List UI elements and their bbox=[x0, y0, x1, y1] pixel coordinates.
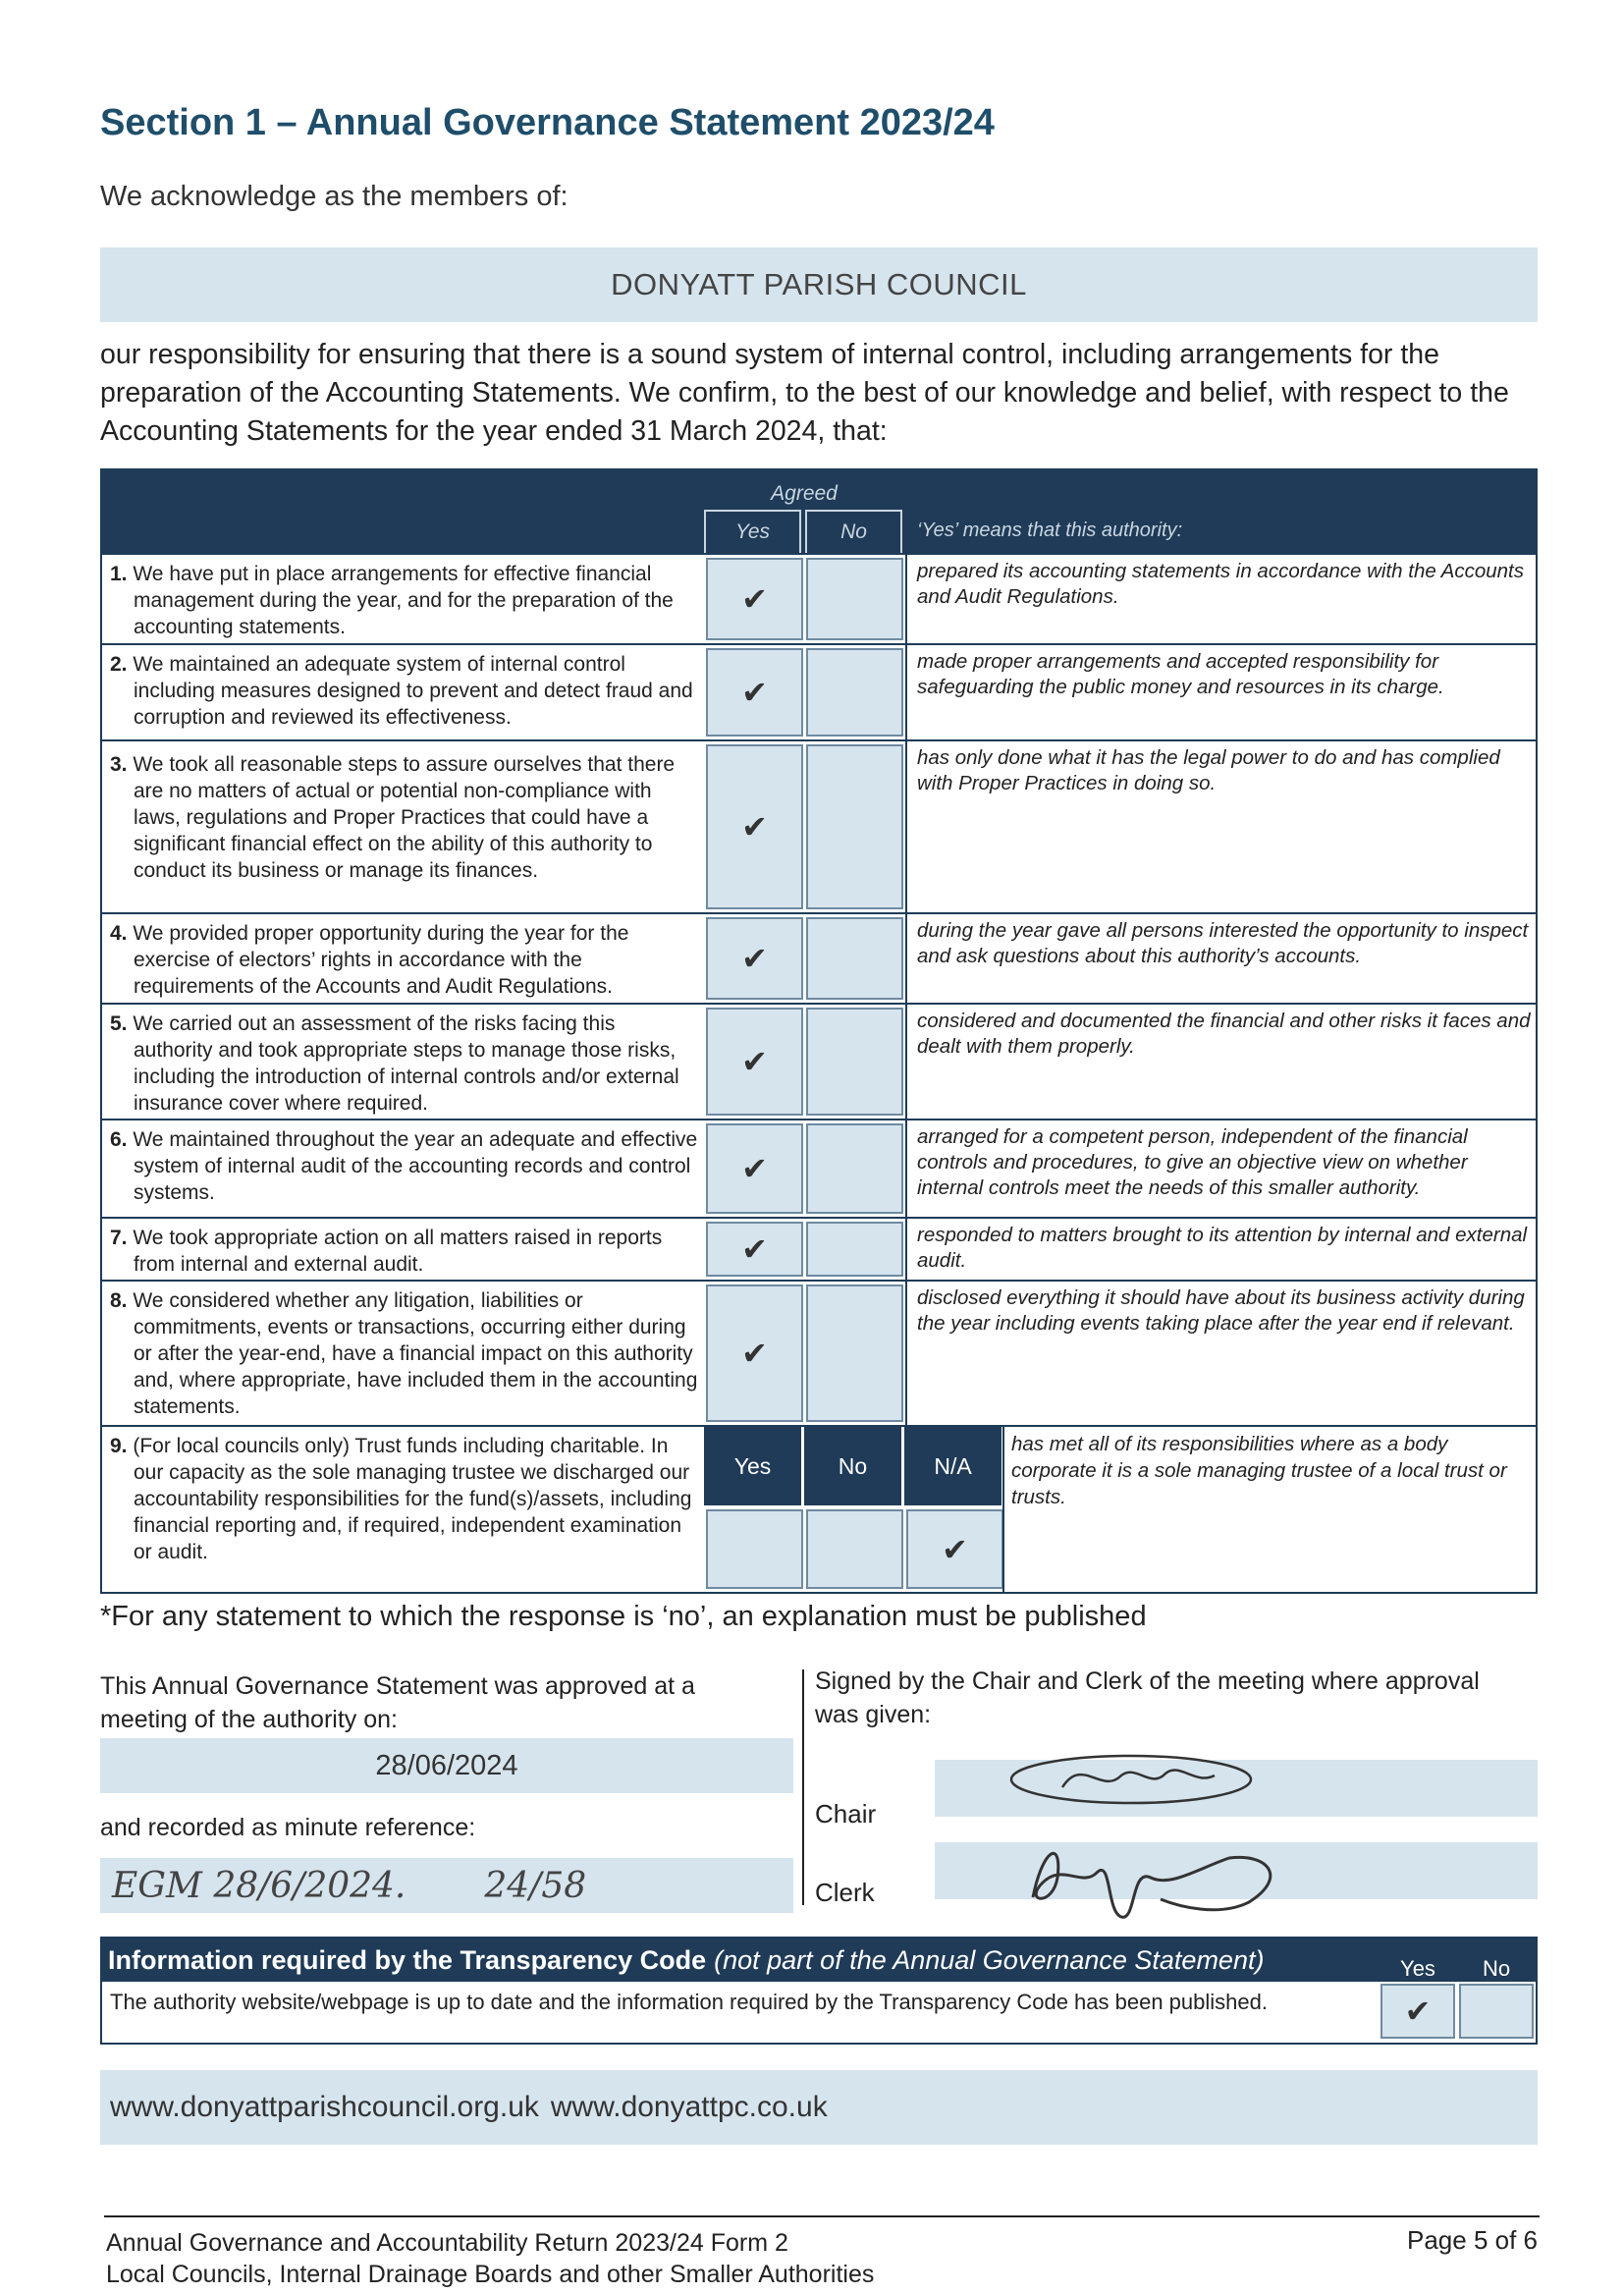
statement-text: We took appropriate action on all matters raised in reports from internal and external audit. bbox=[133, 1227, 663, 1276]
website-address: www.donyattpc.co.uk bbox=[550, 2091, 828, 2123]
trust-no-header: No bbox=[804, 1427, 901, 1505]
minute-reference-field[interactable] bbox=[100, 1858, 793, 1913]
statement-text: We carried out an assessment of the risks facing this authority and took appropriate steps to manage those risks, including the introduction of internal controls and/or external insurance cover where required. bbox=[133, 1012, 679, 1115]
row-number: 3. bbox=[110, 753, 128, 776]
tick-icon: ✔ bbox=[741, 1150, 768, 1187]
tick-icon: ✔ bbox=[741, 674, 768, 711]
no-checkbox[interactable] bbox=[806, 1284, 903, 1422]
explanation-note: *For any statement to which the response is ‘no’, an explanation must be published bbox=[100, 1601, 1147, 1632]
yes-checkbox[interactable] bbox=[706, 1008, 803, 1116]
table-row-trust-funds bbox=[102, 1425, 1536, 1592]
page-number: Page 5 of 6 bbox=[1407, 2225, 1538, 2255]
tick-icon: ✔ bbox=[1404, 1993, 1432, 2030]
website-address: www.donyattparishcouncil.org.uk bbox=[110, 2091, 539, 2123]
no-checkbox[interactable] bbox=[806, 648, 903, 737]
row-number: 7. bbox=[110, 1227, 128, 1249]
footer-authorities: Local Councils, Internal Drainage Boards and other Smaller Authorities bbox=[106, 2261, 875, 2288]
tick-icon: ✔ bbox=[741, 580, 768, 618]
chair-label: Chair bbox=[815, 1799, 877, 1829]
no-header: No bbox=[805, 510, 902, 553]
table-row bbox=[102, 553, 1536, 643]
tick-icon: ✔ bbox=[741, 1335, 768, 1372]
statement-text: We maintained throughout the year an adequate and effective system of internal audit of the accounting records and control systems. bbox=[133, 1128, 698, 1204]
page-title: Section 1 – Annual Governance Statement 2023/24 bbox=[100, 102, 995, 143]
means-text: disclosed everything it should have about its business activity during the year including events taking place after the year end if relevant. bbox=[917, 1286, 1525, 1335]
minute-handwriting: EGM 28/6/2024. bbox=[112, 1865, 406, 1906]
row-number: 5. bbox=[110, 1012, 128, 1035]
table-row bbox=[102, 643, 1536, 739]
statement-text: We considered whether any litigation, liabilities or commitments, events or transactions, occurring either during or after the year-end, have a financial impact on this authority and, where appropriate, have included them in the accounting statements. bbox=[133, 1289, 698, 1418]
means-text: arranged for a competent person, independent of the financial controls and procedures, to give an objective view on whether internal controls meet the needs of this smaller authority. bbox=[917, 1125, 1468, 1199]
chair-signature-image bbox=[1003, 1746, 1259, 1825]
no-checkbox[interactable] bbox=[806, 744, 903, 909]
yes-checkbox[interactable] bbox=[706, 1284, 803, 1422]
yes-checkbox[interactable] bbox=[706, 648, 803, 737]
table-header bbox=[102, 470, 1536, 553]
acknowledge-text: We acknowledge as the members of: bbox=[100, 181, 568, 212]
agreed-header: Agreed bbox=[771, 482, 838, 505]
yes-checkbox[interactable] bbox=[706, 558, 803, 640]
no-checkbox[interactable] bbox=[806, 917, 903, 1000]
statement-text: We maintained an adequate system of internal control including measures designed to prevent and detect fraud and corruption and reviewed its effectiveness. bbox=[133, 653, 693, 729]
minute-label: and recorded as minute reference: bbox=[100, 1814, 476, 1841]
yes-checkbox[interactable] bbox=[706, 744, 803, 909]
trust-na-checkbox[interactable] bbox=[906, 1509, 1003, 1589]
table-row bbox=[102, 1003, 1536, 1119]
table-row bbox=[102, 1280, 1536, 1425]
transparency-no-header: No bbox=[1459, 1956, 1534, 1982]
row-number: 8. bbox=[110, 1289, 128, 1312]
yes-checkbox[interactable] bbox=[706, 917, 803, 1000]
chair-signature-field[interactable] bbox=[935, 1760, 1538, 1817]
statement-text: We took all reasonable steps to assure ourselves that there are no matters of actual or potential non-compliance with laws, regulations and Proper Practices that could have a significant financial effect on the ability of this authority to conduct its business or manage its finances. bbox=[133, 753, 676, 882]
clerk-signature-field[interactable] bbox=[935, 1842, 1538, 1899]
trust-no-checkbox[interactable] bbox=[806, 1509, 903, 1589]
row-number: 2. bbox=[110, 653, 128, 676]
table-row bbox=[102, 739, 1536, 912]
row-number: 9. bbox=[110, 1435, 128, 1457]
means-text: prepared its accounting statements in accordance with the Accounts and Audit Regulations. bbox=[917, 560, 1525, 608]
minute-number-handwriting: 24/58 bbox=[484, 1865, 587, 1906]
no-checkbox[interactable] bbox=[806, 1222, 903, 1277]
means-text: has only done what it has the legal power to do and has complied with Proper Practices in doing so. bbox=[917, 746, 1500, 794]
trust-na-header: N/A bbox=[904, 1427, 1001, 1505]
means-text: during the year gave all persons interested the opportunity to inspect and ask questions about this authority’s accounts. bbox=[917, 919, 1529, 967]
transparency-yes-header: Yes bbox=[1380, 1956, 1455, 1982]
approval-date-field[interactable]: 28/06/2024 bbox=[100, 1738, 793, 1793]
means-header: ‘Yes’ means that this authority: bbox=[917, 519, 1183, 541]
transparency-text: The authority website/webpage is up to date and the information required by the Transparency Code has been published. bbox=[110, 1990, 1268, 2014]
transparency-heading bbox=[102, 1939, 1536, 1982]
transparency-section bbox=[100, 1937, 1538, 2045]
row-number: 4. bbox=[110, 922, 128, 945]
intro-paragraph: our responsibility for ensuring that there is a sound system of internal control, including arrangements for the preparation of the Accounting Statements. We confirm, to the best of our knowledge and belief, with respect to the Accounting Statements for the year ended 31 March 2024, that: bbox=[100, 339, 1509, 447]
table-row bbox=[102, 1119, 1536, 1217]
council-name-field: DONYATT PARISH COUNCIL bbox=[100, 247, 1538, 322]
row-number: 6. bbox=[110, 1128, 128, 1151]
tick-icon: ✔ bbox=[741, 808, 768, 846]
means-text: considered and documented the financial and other risks it faces and dealt with them properly. bbox=[917, 1010, 1531, 1058]
trust-yes-header: Yes bbox=[704, 1427, 801, 1505]
transparency-heading-bold: Information required by the Transparency Code bbox=[108, 1944, 707, 1975]
tick-icon: ✔ bbox=[942, 1530, 968, 1568]
table-row bbox=[102, 1217, 1536, 1280]
statement-text: (For local councils only) Trust funds including charitable. In our capacity as the sole managing trustee we discharged our accountability responsibilities for the fund(s)/assets, including financial reporting and, if required, independent examination or audit. bbox=[133, 1435, 692, 1563]
approval-text: This Annual Governance Statement was approved at a meeting of the authority on: bbox=[100, 1672, 695, 1733]
statement-text: We provided proper opportunity during the year for the exercise of electors’ rights in accordance with the requirements of the Accounts and Audit Regulations. bbox=[133, 922, 629, 998]
transparency-no-checkbox[interactable] bbox=[1459, 1984, 1534, 2039]
yes-checkbox[interactable] bbox=[706, 1123, 803, 1214]
tick-icon: ✔ bbox=[741, 1230, 768, 1268]
tick-icon: ✔ bbox=[741, 940, 768, 977]
row-number: 1. bbox=[110, 563, 128, 585]
signed-text: Signed by the Chair and Clerk of the meeting where approval was given: bbox=[815, 1667, 1480, 1728]
means-text: has met all of its responsibilities where as a body corporate it is a sole managing trustee of a local trust or trusts. bbox=[1011, 1433, 1507, 1508]
trust-yes-checkbox[interactable] bbox=[706, 1509, 803, 1589]
table-row bbox=[102, 912, 1536, 1003]
means-text: made proper arrangements and accepted responsibility for safeguarding the public money and resources in its charge. bbox=[917, 650, 1444, 698]
clerk-label: Clerk bbox=[815, 1878, 875, 1907]
means-text: responded to matters brought to its attention by internal and external audit. bbox=[917, 1224, 1528, 1272]
footer-form-title: Annual Governance and Accountability Return 2023/24 Form 2 bbox=[106, 2229, 788, 2257]
tick-icon: ✔ bbox=[741, 1043, 768, 1080]
transparency-yes-checkbox[interactable] bbox=[1380, 1984, 1455, 2039]
statement-text: We have put in place arrangements for effective financial management during the year, and for the preparation of the accounting statements. bbox=[133, 563, 674, 638]
clerk-signature-image bbox=[1003, 1829, 1298, 1927]
website-field[interactable] bbox=[100, 2070, 1538, 2145]
transparency-heading-italic: (not part of the Annual Governance Statement) bbox=[714, 1944, 1265, 1975]
yes-checkbox[interactable] bbox=[706, 1222, 803, 1277]
yes-header: Yes bbox=[704, 510, 801, 553]
no-checkbox[interactable] bbox=[806, 1123, 903, 1214]
no-checkbox[interactable] bbox=[806, 1008, 903, 1116]
governance-table bbox=[100, 468, 1538, 1594]
no-checkbox[interactable] bbox=[806, 558, 903, 640]
